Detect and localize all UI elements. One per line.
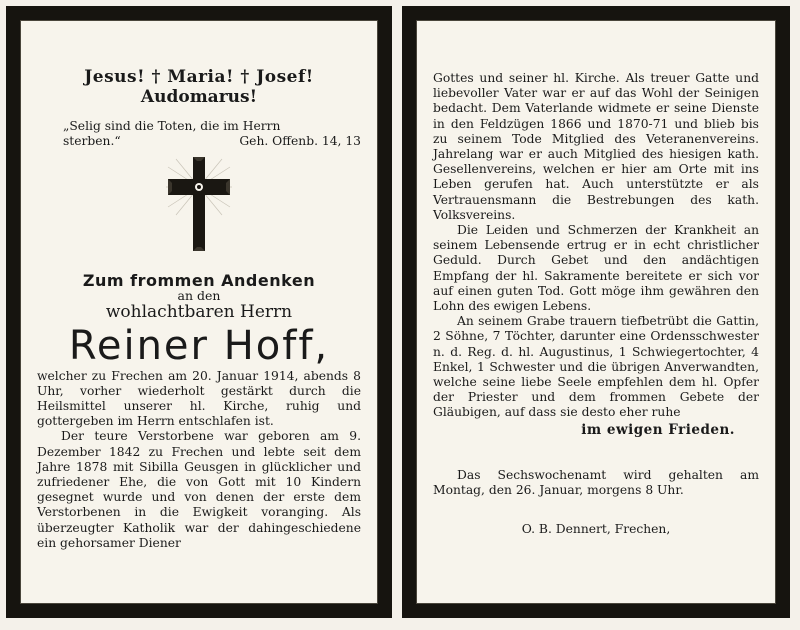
an-den: an den: [177, 288, 221, 304]
quote-reference: Geh. Offenb. 14, 13: [239, 134, 361, 148]
service-paragraph: Gottes und seiner hl. Kirche. Als treuer Gatte und liebevoller Vater war er auf das Wohl der Seinigen bedacht. Dem Vaterlande widmete er seine Dienste in den Feldzügen 1866 und 1870-71 und blieb bis zu seinem Tode Mitglied des Veteranenvereins. Jahrelang war er auch Mitglied des hiesigen kath. Gesellenvereins, welchen er hier am Orte mit ins Leben gerufen hat. Auch unterstützte er als Vertrauensmann die Bestrebungen des kath. Volksvereins.: [433, 71, 759, 222]
eternal-peace: im ewigen Frieden.: [581, 421, 735, 438]
right-content: [433, 71, 759, 537]
mass-notice: Das Sechswochenamt wird gehalten am Montag, den 26. Januar, morgens 8 Uhr.: [433, 467, 759, 498]
illness-paragraph: Die Leiden und Schmerzen der Krankheit an seinem Lebensende ertrug er in echt christlicher Geduld. Durch Gebet und den andächtigen Empfang der hl. Sakramente bereitete er sich vor auf einen guten Tod. Gott möge ihm gewähren den Lohn des ewigen Lebens.: [433, 223, 759, 314]
quote-line2: [63, 134, 361, 149]
quote-line1: „Selig sind die Toten, die im Herrn: [63, 119, 281, 133]
cross-icon-wrap: [37, 157, 361, 257]
invocation-line1: Jesus! † Maria! † Josef!: [84, 67, 314, 87]
latin-cross-icon: [164, 157, 234, 253]
right-card: [402, 6, 790, 618]
left-card-inner: [20, 20, 378, 604]
memorial-heading: Zum frommen Andenken: [82, 271, 316, 290]
left-card: [6, 6, 392, 618]
right-card-inner: [416, 20, 776, 604]
printer-credit: O. B. Dennert, Frechen,: [521, 522, 671, 537]
left-content: [37, 33, 361, 551]
mourners-paragraph: An seinem Grabe trauern tiefbetrübt die Gattin, 2 Söhne, 7 Töchter, darunter eine Ordensschwester n. d. Reg. d. hl. Augustinus, 1 Schwiegertochter, 4 Enkel, 1 Schwester und die übrigen Anverwandten, welche seine liebe Seele empfehlen dem hl. Opfer der Priester und dem frommen Gebete der Gläubigen, auf dass sie desto eher ruhe: [433, 314, 759, 420]
death-paragraph: welcher zu Frechen am 20. Januar 1914, abends 8 Uhr, vorher wiederholt gestärkt durch die Heilsmittel unserer hl. Kirche, ruhig und gottergeben im Herrn entschlafen ist.: [37, 368, 361, 429]
spacer: [433, 438, 759, 468]
honorific: wohlachtbaren Herrn: [105, 302, 293, 323]
scripture-quote: [37, 119, 361, 149]
invocation-line2: Audomarus!: [140, 87, 258, 107]
biography-paragraph: Der teure Verstorbene war geboren am 9. Dezember 1842 zu Frechen und lebte seit dem Jahre 1878 mit Sibilla Geusgen in glücklicher und zufriedener Ehe, die von Gott mit 10 Kindern gesegnet wurde und von denen der erste dem Verstorbenen in die Ewigkeit voranging. Als überzeugter Katholik war der dahingeschiedene ein gehorsamer Diener: [37, 429, 361, 550]
quote-line2-left: sterben.“: [63, 134, 121, 148]
deceased-name: Reiner Hoff,: [68, 322, 330, 369]
